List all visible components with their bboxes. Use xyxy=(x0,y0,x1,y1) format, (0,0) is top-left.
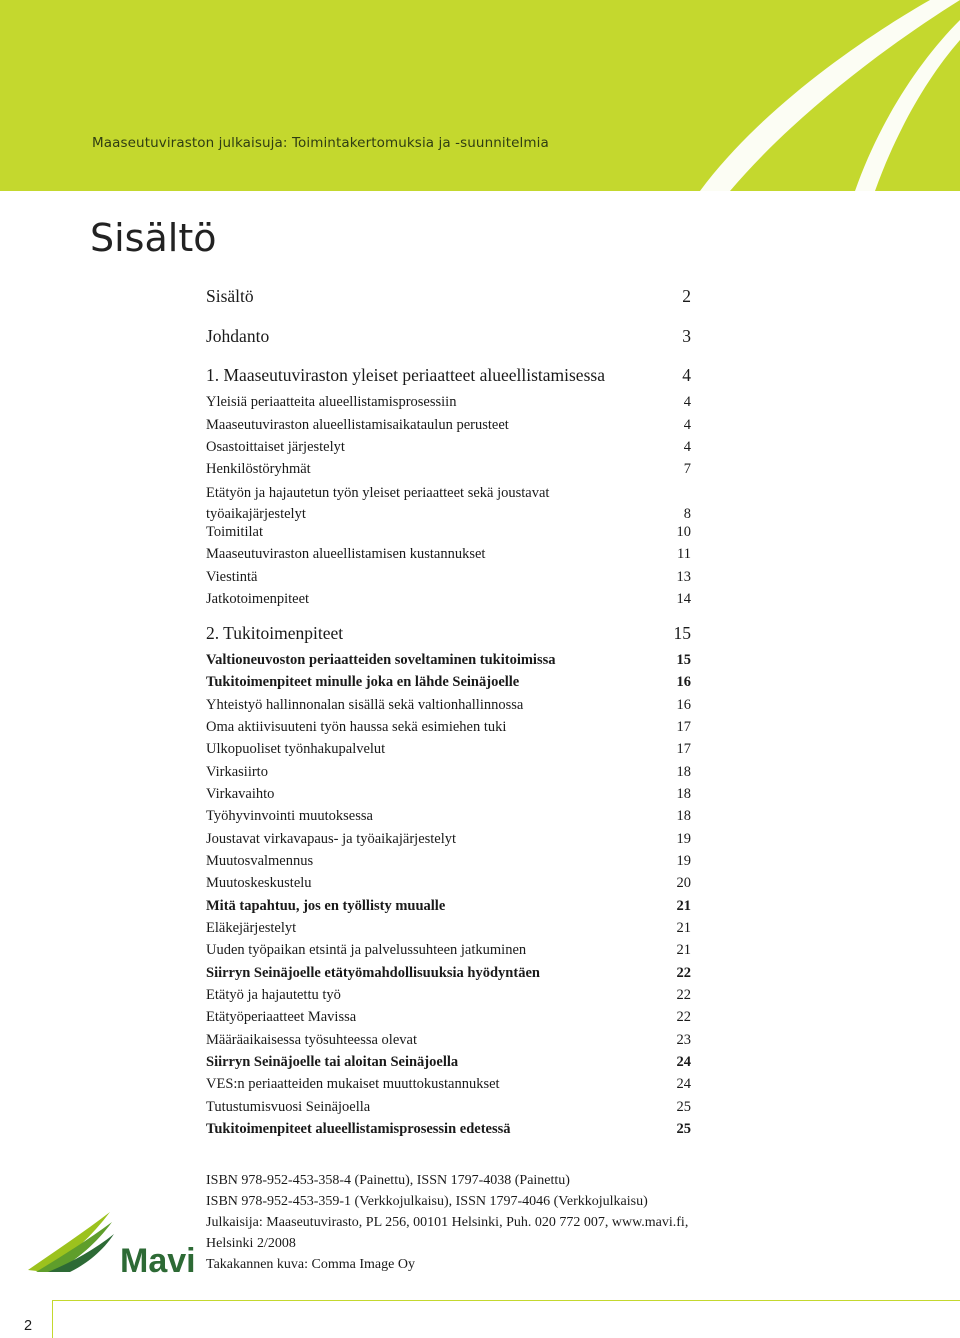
toc-entry-label: Maaseutuviraston alueellistamisen kustannukset xyxy=(206,546,486,562)
toc-entry-page: 22 xyxy=(676,965,691,981)
toc-entry-label: Maaseutuviraston alueellistamisaikataulun perusteet xyxy=(206,417,509,433)
toc-entry-label: Henkilöstöryhmät xyxy=(206,461,311,477)
toc-subheading xyxy=(206,965,691,982)
toc-entry-page: 10 xyxy=(676,524,691,540)
toc-entry xyxy=(206,483,691,525)
publisher-info: Julkaisija: Maaseutuvirasto, PL 256, 00101 Helsinki, Puh. 020 772 007, www.mavi.fi, xyxy=(206,1215,689,1230)
toc-entry-label-line2: työaikajärjestelyt xyxy=(206,506,306,522)
toc-entry-label: Osastoittaiset järjestelyt xyxy=(206,439,345,455)
toc-entry-page: 14 xyxy=(676,591,691,607)
toc-entry-page: 7 xyxy=(683,461,691,477)
toc-entry xyxy=(206,326,691,347)
toc-entry-label: Yhteistyö hallinnonalan sisällä sekä valtionhallinnossa xyxy=(206,697,524,713)
toc-entry xyxy=(206,741,691,758)
toc-entry-page: 18 xyxy=(676,808,691,824)
toc-entry xyxy=(206,524,691,541)
toc-entry-page: 24 xyxy=(676,1076,691,1092)
toc-entry-page: 16 xyxy=(676,674,691,690)
toc-entry xyxy=(206,1032,691,1049)
toc-entry-label: VES:n periaatteiden mukaiset muuttokustannukset xyxy=(206,1076,500,1092)
toc-entry xyxy=(206,569,691,586)
toc-entry-page: 19 xyxy=(676,831,691,847)
toc-entry xyxy=(206,461,691,478)
toc-entry-page: 20 xyxy=(676,875,691,891)
toc-entry-page: 22 xyxy=(676,987,691,1003)
toc-entry-page: 18 xyxy=(676,786,691,802)
toc-entry-label: Viestintä xyxy=(206,569,258,585)
toc-section-heading xyxy=(206,623,691,644)
toc-entry-page: 4 xyxy=(683,439,691,455)
toc-subheading xyxy=(206,674,691,691)
toc-entry-label: Siirryn Seinäjoelle etätyömahdollisuuksia hyödyntäen xyxy=(206,965,540,981)
toc-entry-label: Tutustumisvuosi Seinäjoella xyxy=(206,1099,371,1115)
toc-entry-page: 22 xyxy=(676,1009,691,1025)
toc-entry-label-line1: Etätyön ja hajautetun työn yleiset periaatteet sekä joustavat xyxy=(206,485,550,501)
toc-entry-label: Työhyvinvointi muutoksessa xyxy=(206,808,373,824)
toc-entry-label: Yleisiä periaatteita alueellistamisprosessiin xyxy=(206,394,457,410)
toc-subheading xyxy=(206,1054,691,1071)
toc-entry xyxy=(206,546,691,563)
mavi-logo xyxy=(26,1210,196,1281)
toc-entry xyxy=(206,417,691,434)
toc-entry-label: Määräaikaisessa työsuhteessa olevat xyxy=(206,1032,417,1048)
toc-entry xyxy=(206,439,691,456)
toc-entry-label: Eläkejärjestelyt xyxy=(206,920,297,936)
logo-wordmark: Mavi xyxy=(120,1242,196,1276)
toc-entry-label: Tukitoimenpiteet minulle joka en lähde Seinäjoelle xyxy=(206,674,520,690)
toc-entry xyxy=(206,786,691,803)
toc-entry-label: Muutosvalmennus xyxy=(206,853,314,869)
toc-entry-page: 13 xyxy=(676,569,691,585)
toc-entry-page: 25 xyxy=(676,1121,691,1137)
toc-entry xyxy=(206,1099,691,1116)
place-date: Helsinki 2/2008 xyxy=(206,1236,296,1251)
toc-entry-page: 4 xyxy=(682,365,691,385)
toc-entry xyxy=(206,987,691,1004)
toc-section-heading xyxy=(206,365,691,386)
toc-entry-label: Muutoskeskustelu xyxy=(206,875,312,891)
isbn-web: ISBN 978-952-453-359-1 (Verkkojulkaisu), ISSN 1797-4046 (Verkkojulkaisu) xyxy=(206,1194,648,1209)
footer-rule xyxy=(52,1300,960,1338)
toc-entry-label: Joustavat virkavapaus- ja työaikajärjestelyt xyxy=(206,831,457,847)
toc-entry-label: Sisältö xyxy=(206,286,254,306)
toc-entry xyxy=(206,875,691,892)
toc-entry xyxy=(206,764,691,781)
toc-entry-page: 18 xyxy=(676,764,691,780)
series-title: Maaseutuviraston julkaisuja: Toimintakertomuksia ja -suunnitelmia xyxy=(92,135,549,151)
toc-subheading xyxy=(206,1121,691,1138)
leaf-decoration xyxy=(0,0,960,191)
toc-entry-label: Virkavaihto xyxy=(206,786,275,802)
toc-entry xyxy=(206,719,691,736)
toc-entry-label: Etätyöperiaatteet Mavissa xyxy=(206,1009,357,1025)
toc-entry-label: Valtioneuvoston periaatteiden soveltaminen tukitoimissa xyxy=(206,652,556,668)
toc-entry-label: Tukitoimenpiteet alueellistamisprosessin edetessä xyxy=(206,1121,511,1137)
toc-entry-page: 11 xyxy=(677,546,691,562)
toc-entry xyxy=(206,394,691,411)
toc-entry xyxy=(206,808,691,825)
toc-entry xyxy=(206,591,691,608)
toc-entry xyxy=(206,920,691,937)
imprint xyxy=(206,1170,688,1275)
page-title: Sisältö xyxy=(90,216,217,260)
isbn-print: ISBN 978-952-453-358-4 (Painettu), ISSN 1797-4038 (Painettu) xyxy=(206,1173,570,1188)
toc-entry-page: 15 xyxy=(676,652,691,668)
toc-entry xyxy=(206,286,691,307)
toc-entry-label: Oma aktiivisuuteni työn haussa sekä esimiehen tuki xyxy=(206,719,507,735)
toc-subheading xyxy=(206,898,691,915)
toc-entry-page: 23 xyxy=(676,1032,691,1048)
toc-entry-page: 21 xyxy=(676,920,691,936)
toc-entry-page: 8 xyxy=(683,506,691,522)
toc-entry-page: 15 xyxy=(673,623,691,643)
toc-entry xyxy=(206,831,691,848)
toc-entry-label: 2. Tukitoimenpiteet xyxy=(206,623,344,643)
toc-entry-page: 4 xyxy=(683,417,691,433)
toc-entry-label: 1. Maaseutuviraston yleiset periaatteet alueellistamisessa xyxy=(206,365,605,385)
toc-entry-page: 25 xyxy=(676,1099,691,1115)
toc-entry xyxy=(206,1076,691,1093)
header-band xyxy=(0,0,960,191)
toc-entry-label: Virkasiirto xyxy=(206,764,268,780)
toc-entry-page: 3 xyxy=(682,326,691,346)
cover-credit: Takakannen kuva: Comma Image Oy xyxy=(206,1257,415,1272)
toc-entry-page: 21 xyxy=(676,898,691,914)
toc-subheading xyxy=(206,652,691,669)
toc-entry xyxy=(206,942,691,959)
toc-entry-page: 2 xyxy=(682,286,691,306)
toc-entry-label: Johdanto xyxy=(206,326,270,346)
toc-entry-page: 21 xyxy=(676,942,691,958)
toc-entry-label: Mitä tapahtuu, jos en työllisty muualle xyxy=(206,898,446,914)
toc-entry-page: 17 xyxy=(676,741,691,757)
toc-entry-page: 24 xyxy=(676,1054,691,1070)
toc-entry-label: Uuden työpaikan etsintä ja palvelussuhteen jatkuminen xyxy=(206,942,527,958)
toc-entry-page: 19 xyxy=(676,853,691,869)
toc-entry xyxy=(206,853,691,870)
toc-entry xyxy=(206,1009,691,1026)
leaf-logo-icon xyxy=(26,1210,196,1276)
toc-entry-page: 17 xyxy=(676,719,691,735)
toc-entry-label: Siirryn Seinäjoelle tai aloitan Seinäjoella xyxy=(206,1054,459,1070)
toc-entry-label: Ulkopuoliset työnhakupalvelut xyxy=(206,741,386,757)
toc-entry-label: Toimitilat xyxy=(206,524,263,540)
toc-entry-page: 4 xyxy=(683,394,691,410)
toc-entry-label: Etätyö ja hajautettu työ xyxy=(206,987,341,1003)
toc-entry-label: Jatkotoimenpiteet xyxy=(206,591,310,607)
toc-entry-page: 16 xyxy=(676,697,691,713)
page-number: 2 xyxy=(24,1318,33,1334)
toc-entry xyxy=(206,697,691,714)
